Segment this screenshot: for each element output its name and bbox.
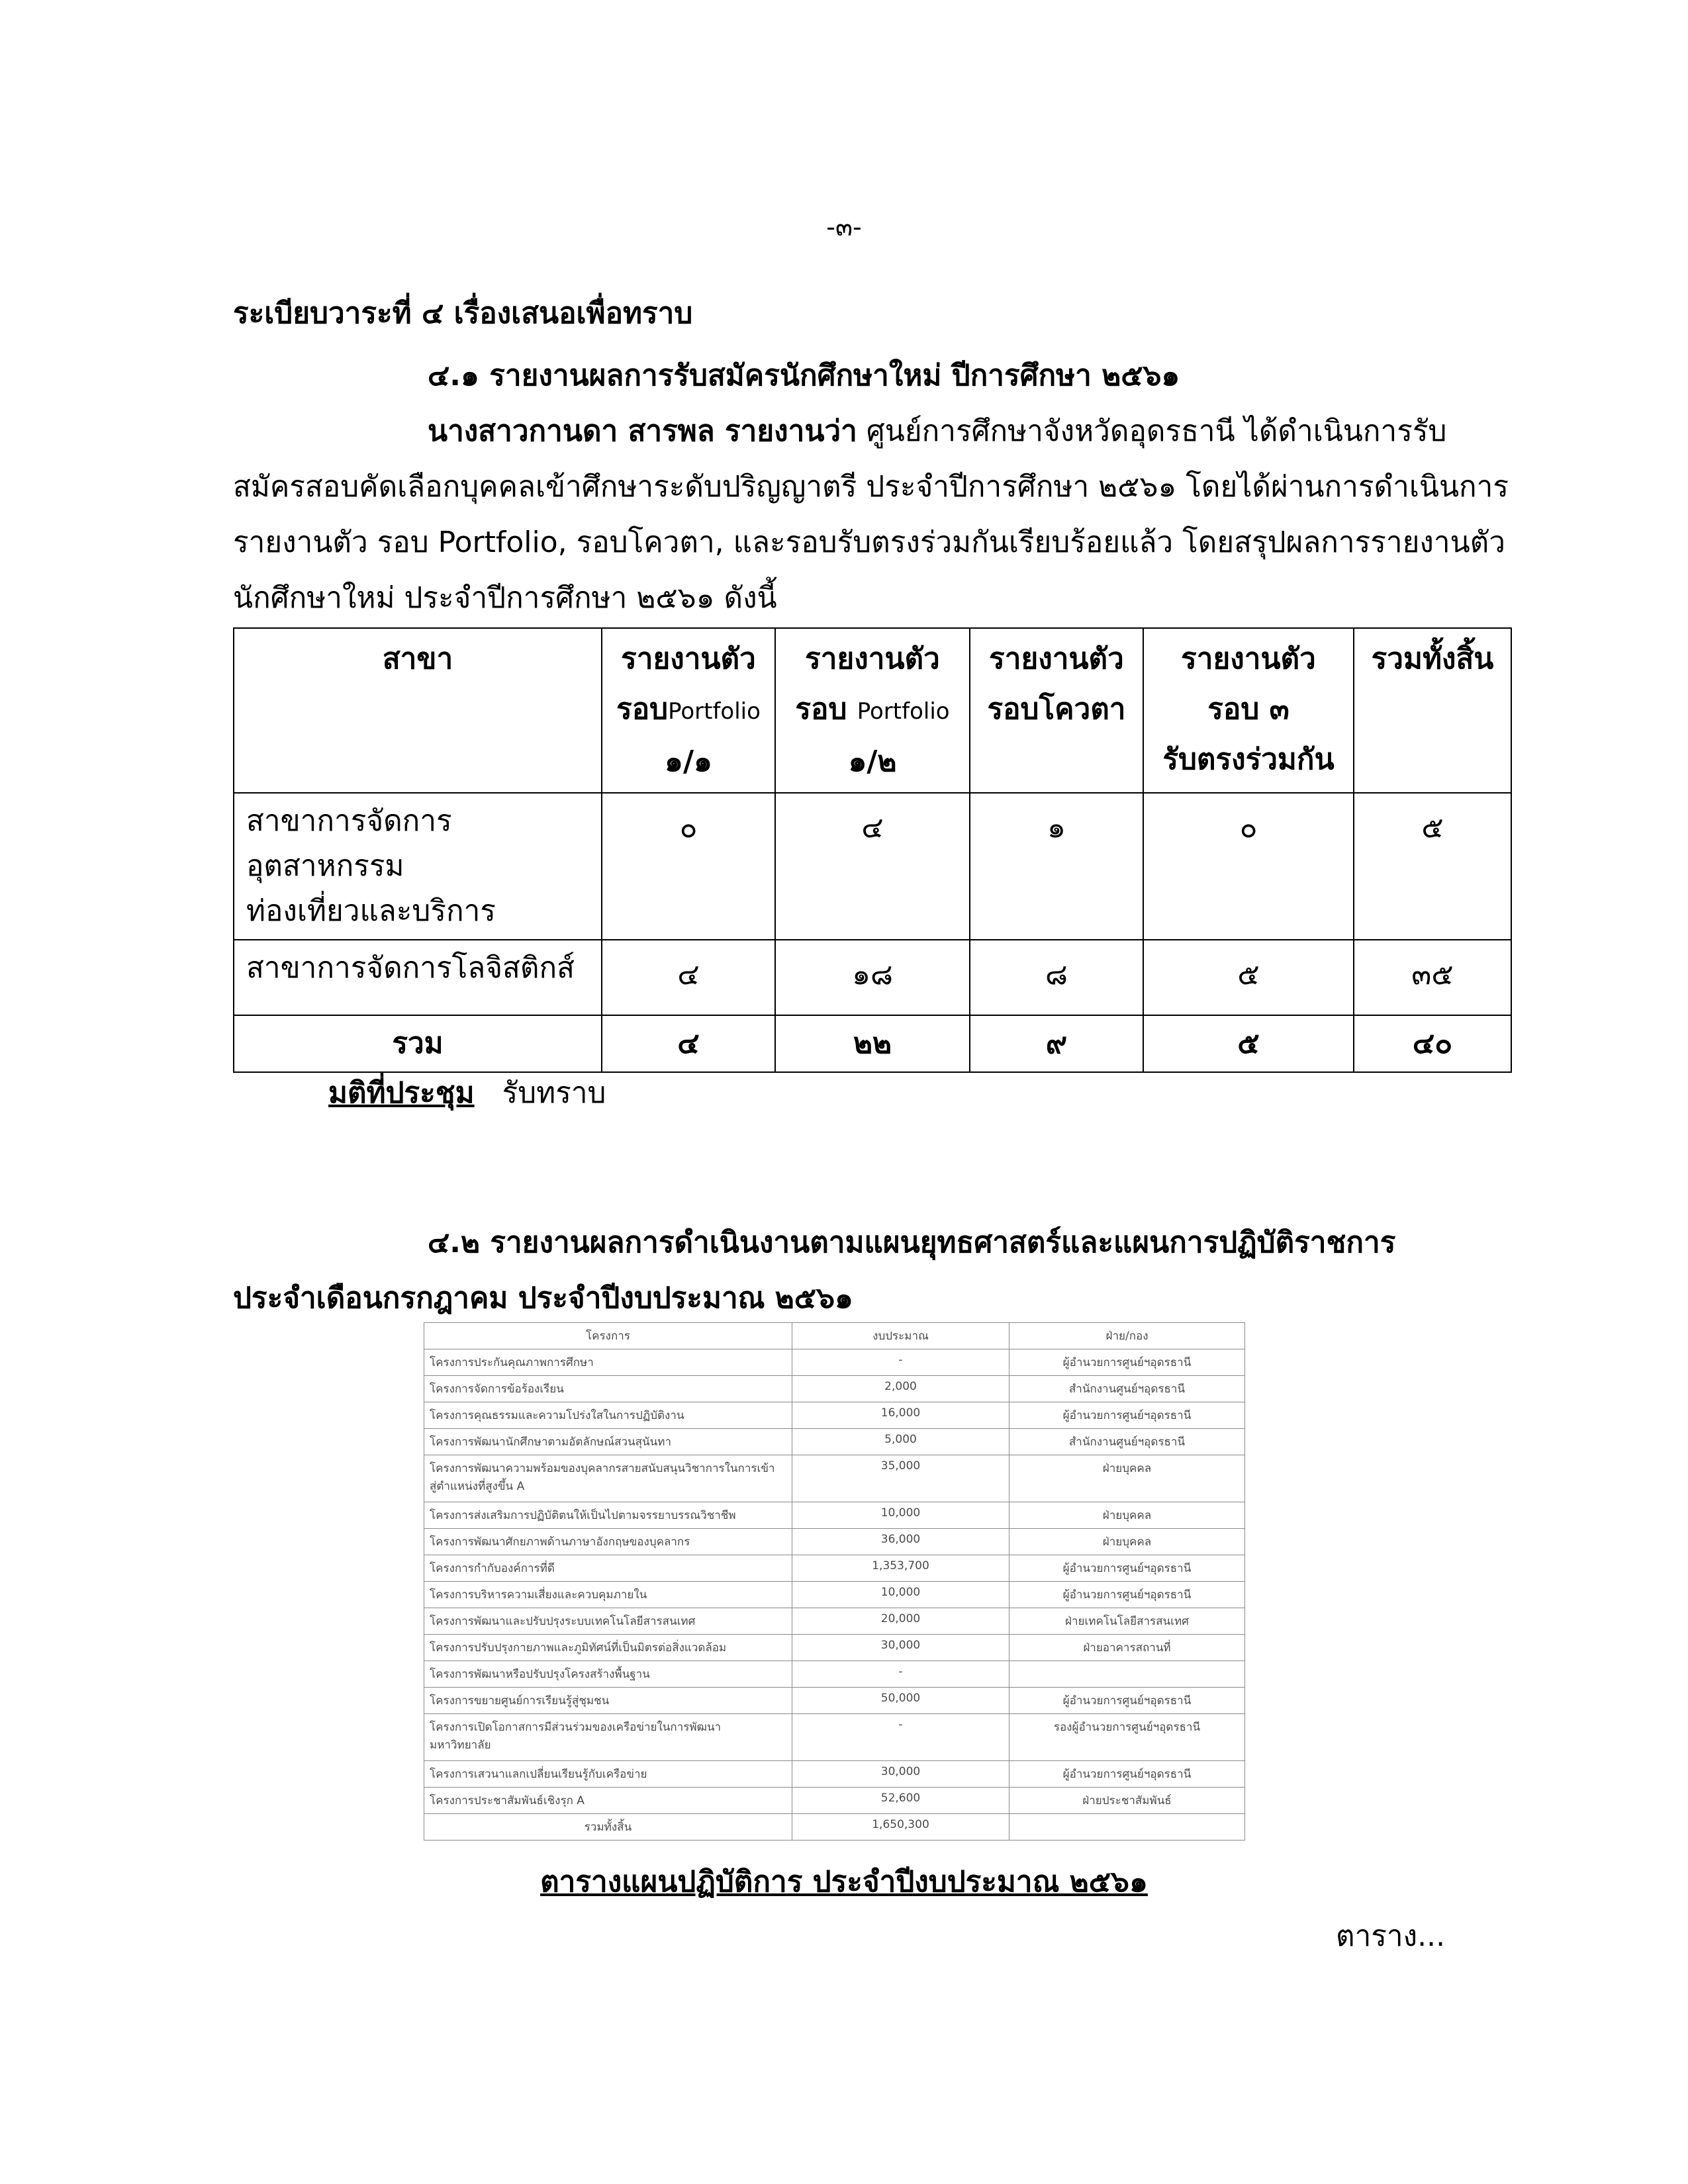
budget-dept: ผู้อำนวยการศูนย์ฯอุดรธานี [1009, 1349, 1245, 1376]
budget-amount: 10,000 [792, 1582, 1009, 1608]
budget-header-row [424, 1323, 1245, 1349]
budget-dept [1009, 1661, 1245, 1688]
budget-amount: 36,000 [792, 1529, 1009, 1555]
budget-project: โครงการบริหารความเสี่ยงและควบคุมภายใน [424, 1582, 792, 1608]
budget-project: โครงการกำกับองค์การที่ดี [424, 1555, 792, 1582]
budget-amount: 52,600 [792, 1788, 1009, 1814]
budget-header-dept: ฝ่าย/กอง [1009, 1323, 1245, 1349]
budget-project: โครงการประชาสัมพันธ์เชิงรุก A [424, 1788, 792, 1814]
budget-amount: 1,353,700 [792, 1555, 1009, 1582]
resolution-text: รับทราบ [502, 1076, 606, 1110]
budget-dept: ฝ่ายเทคโนโลยีสารสนเทศ [1009, 1608, 1245, 1635]
budget-amount: - [792, 1714, 1009, 1761]
row-total: ๓๕ [1354, 940, 1511, 1015]
budget-amount: - [792, 1661, 1009, 1688]
budget-table [424, 1322, 1245, 1841]
budget-row [424, 1635, 1245, 1661]
budget-row [424, 1429, 1245, 1455]
budget-project: โครงการพัฒนาหรือปรับปรุงโครงสร้างพื้นฐาน [424, 1661, 792, 1688]
budget-header-project: โครงการ [424, 1323, 792, 1349]
budget-sum-row [424, 1814, 1245, 1841]
budget-project: โครงการพัฒนาความพร้อมของบุคลากรสายสนับสนุนวิชาการในการเข้า สู่ตำแหน่งที่สูงขึ้น A [424, 1455, 792, 1502]
budget-project: โครงการประกันคุณภาพการศึกษา [424, 1349, 792, 1376]
enrollment-total-row [234, 1015, 1511, 1072]
budget-dept: ฝ่ายบุคคล [1009, 1455, 1245, 1502]
budget-project: โครงการคุณธรรมและความโปร่งใสในการปฏิบัติงาน [424, 1402, 792, 1429]
budget-row [424, 1788, 1245, 1814]
row-value: ๔ [602, 940, 775, 1015]
budget-row [424, 1761, 1245, 1788]
page-number: -๓- [826, 212, 862, 242]
budget-amount: 16,000 [792, 1402, 1009, 1429]
para-line-3: รายงานตัว รอบ Portfolio, รอบโควตา, และรอบรับตรงร่วมกันเรียบร้อยแล้ว โดยสรุปผลการรายงานตัว [233, 525, 1505, 559]
section2-title-line1: ๔.๒ รายงานผลการดำเนินงานตามแผนยุทธศาสตร์และแผนการปฏิบัติราชการ [428, 1226, 1396, 1259]
budget-amount: 2,000 [792, 1376, 1009, 1402]
budget-project: โครงการจัดการข้อร้องเรียน [424, 1376, 792, 1402]
budget-dept: สำนักงานศูนย์ฯอุดรธานี [1009, 1376, 1245, 1402]
total-value: ๙ [970, 1015, 1143, 1072]
header-quota: รายงานตัว รอบโควตา [970, 628, 1143, 793]
header-portfolio-1-1: รายงานตัว รอบPortfolio ๑/๑ [602, 628, 775, 793]
budget-sum-label: รวมทั้งสิ้น [424, 1814, 792, 1841]
section2-title-line2: ประจำเดือนกรกฎาคม ประจำปีงบประมาณ ๒๕๖๑ [233, 1281, 853, 1315]
budget-dept: ผู้อำนวยการศูนย์ฯอุดรธานี [1009, 1555, 1245, 1582]
row-value: ๘ [970, 940, 1143, 1015]
budget-dept: สำนักงานศูนย์ฯอุดรธานี [1009, 1429, 1245, 1455]
row-total: ๕ [1354, 793, 1511, 940]
header-portfolio-1-2: รายงานตัว รอบ Portfolio ๑/๒ [775, 628, 970, 793]
budget-row [424, 1402, 1245, 1429]
budget-row [424, 1455, 1245, 1502]
resolution-label: มติที่ประชุม [328, 1076, 475, 1110]
budget-sum-dept [1009, 1814, 1245, 1841]
budget-row [424, 1376, 1245, 1402]
budget-project: โครงการพัฒนานักศึกษาตามอัตลักษณ์สวนสุนันทา [424, 1429, 792, 1455]
continue-text: ตาราง... [1336, 1919, 1446, 1953]
budget-dept: ฝ่ายบุคคล [1009, 1529, 1245, 1555]
row-value: ๐ [1143, 793, 1354, 940]
budget-row [424, 1688, 1245, 1714]
budget-dept: ฝ่ายประชาสัมพันธ์ [1009, 1788, 1245, 1814]
row-value: ๔ [775, 793, 970, 940]
budget-dept: รองผู้อำนวยการศูนย์ฯอุดรธานี [1009, 1714, 1245, 1761]
enrollment-table [233, 627, 1512, 1073]
budget-amount: 30,000 [792, 1635, 1009, 1661]
budget-header-amount: งบประมาณ [792, 1323, 1009, 1349]
budget-project: โครงการส่งเสริมการปฏิบัติตนให้เป็นไปตามจรรยาบรรณวิชาชีพ [424, 1502, 792, 1529]
row-branch-name: สาขาการจัดการโลจิสติกส์ [234, 940, 602, 1015]
total-value: ๕ [1143, 1015, 1354, 1072]
total-grand: ๔๐ [1354, 1015, 1511, 1072]
budget-amount: 20,000 [792, 1608, 1009, 1635]
budget-dept: ฝ่ายอาคารสถานที่ [1009, 1635, 1245, 1661]
budget-project: โครงการเปิดโอกาสการมีส่วนร่วมของเครือข่ายในการพัฒนา มหาวิทยาลัย [424, 1714, 792, 1761]
total-value: ๔ [602, 1015, 775, 1072]
agenda-heading: ระเบียบวาระที่ ๔ เรื่องเสนอเพื่อทราบ [233, 296, 693, 330]
budget-row [424, 1502, 1245, 1529]
budget-project: โครงการปรับปรุงกายภาพและภูมิทัศน์ที่เป็นมิตรต่อสิ่งแวดล้อม [424, 1635, 792, 1661]
budget-dept: ผู้อำนวยการศูนย์ฯอุดรธานี [1009, 1402, 1245, 1429]
para-line-2: สมัครสอบคัดเลือกบุคคลเข้าศึกษาระดับปริญญาตรี ประจำปีการศึกษา ๒๕๖๑ โดยได้ผ่านการดำเนินการ [233, 470, 1509, 504]
resolution [328, 1069, 606, 1116]
budget-dept: ผู้อำนวยการศูนย์ฯอุดรธานี [1009, 1688, 1245, 1714]
enrollment-row [234, 793, 1511, 940]
budget-dept: ผู้อำนวยการศูนย์ฯอุดรธานี [1009, 1761, 1245, 1788]
budget-project: โครงการเสวนาแลกเปลี่ยนเรียนรู้กับเครือข่าย [424, 1761, 792, 1788]
row-branch-name: สาขาการจัดการอุตสาหกรรม ท่องเที่ยวและบริการ [234, 793, 602, 940]
budget-amount: 10,000 [792, 1502, 1009, 1529]
budget-row [424, 1608, 1245, 1635]
budget-row [424, 1714, 1245, 1761]
reporter-name: นางสาวกานดา สารพล รายงานว่า [428, 414, 857, 448]
budget-amount: 50,000 [792, 1688, 1009, 1714]
row-value: ๐ [602, 793, 775, 940]
budget-amount: 35,000 [792, 1455, 1009, 1502]
budget-amount: - [792, 1349, 1009, 1376]
para-line-4: นักศึกษาใหม่ ประจำปีการศึกษา ๒๕๖๑ ดังนี้ [233, 581, 777, 615]
budget-amount: 30,000 [792, 1761, 1009, 1788]
enrollment-row [234, 940, 1511, 1015]
row-value: ๕ [1143, 940, 1354, 1015]
budget-caption: ตารางแผนปฏิบัติการ ประจำปีงบประมาณ ๒๕๖๑ [540, 1865, 1148, 1899]
budget-project: โครงการขยายศูนย์การเรียนรู้สู่ชุมชน [424, 1688, 792, 1714]
budget-row [424, 1661, 1245, 1688]
budget-row [424, 1349, 1245, 1376]
budget-sum-amount: 1,650,300 [792, 1814, 1009, 1841]
total-label: รวม [234, 1015, 602, 1072]
row-value: ๑ [970, 793, 1143, 940]
total-value: ๒๒ [775, 1015, 970, 1072]
budget-dept: ฝ่ายบุคคล [1009, 1502, 1245, 1529]
budget-row [424, 1529, 1245, 1555]
header-branch: สาขา [234, 628, 602, 793]
row-value: ๑๘ [775, 940, 970, 1015]
budget-dept: ผู้อำนวยการศูนย์ฯอุดรธานี [1009, 1582, 1245, 1608]
budget-row [424, 1555, 1245, 1582]
budget-project: โครงการพัฒนาศักยภาพด้านภาษาอังกฤษของบุคลากร [424, 1529, 792, 1555]
budget-project: โครงการพัฒนาและปรับปรุงระบบเทคโนโลยีสารสนเทศ [424, 1608, 792, 1635]
para-line-1 [428, 408, 1446, 454]
enrollment-header-row [234, 628, 1511, 793]
section1-title: ๔.๑ รายงานผลการรับสมัครนักศึกษาใหม่ ปีการศึกษา ๒๕๖๑ [428, 359, 1180, 392]
para-line-1-rest: ศูนย์การศึกษาจังหวัดอุดรธานี ได้ดำเนินการรับ [857, 414, 1447, 448]
header-round-3: รายงานตัว รอบ ๓ รับตรงร่วมกัน [1143, 628, 1354, 793]
budget-amount: 5,000 [792, 1429, 1009, 1455]
header-grand-total: รวมทั้งสิ้น [1354, 628, 1511, 793]
budget-row [424, 1582, 1245, 1608]
